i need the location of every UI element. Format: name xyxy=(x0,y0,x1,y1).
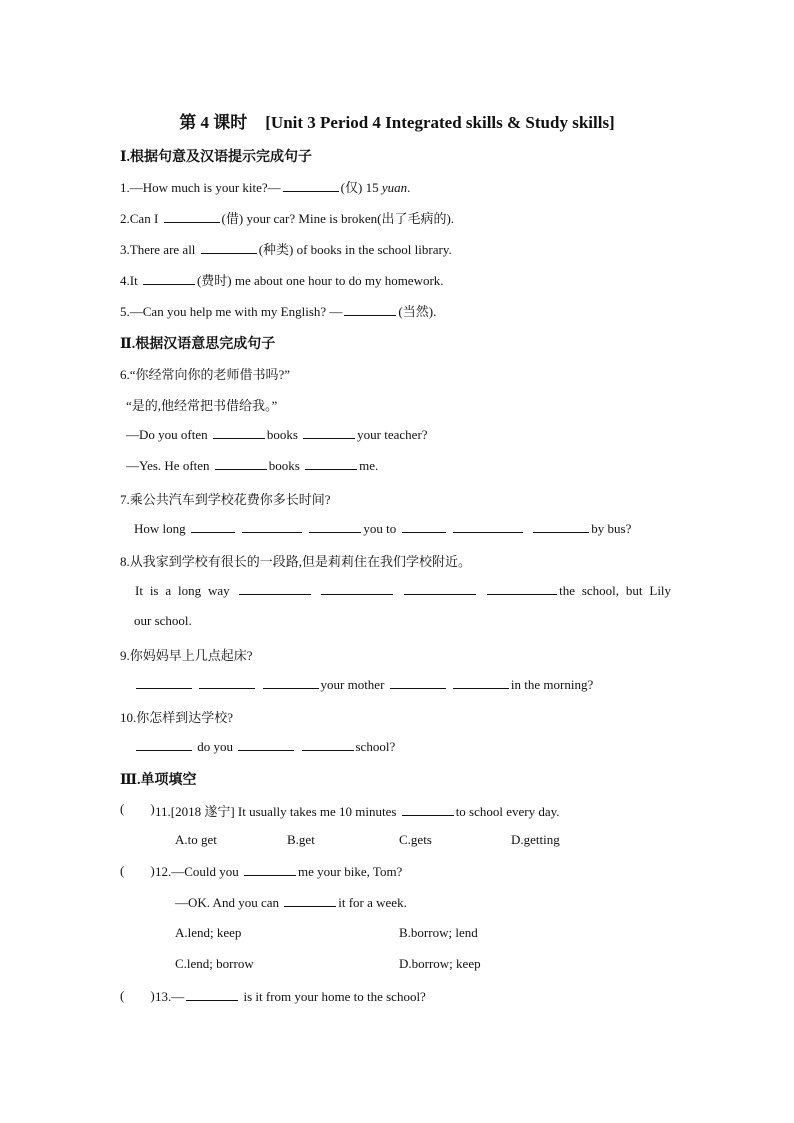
option-c[interactable]: C.lend; borrow xyxy=(175,956,254,971)
question-7-en: How long you to by bus? xyxy=(134,521,632,536)
answer-blank[interactable] xyxy=(404,582,476,595)
answer-paren-13[interactable]: ( ) xyxy=(120,988,155,1003)
question-10-en: do you school? xyxy=(134,738,395,755)
answer-blank[interactable] xyxy=(303,426,355,439)
answer-blank[interactable] xyxy=(143,272,195,285)
question-6-cn-1: 6.“你经常向你的老师借书吗?” xyxy=(120,367,291,382)
answer-blank[interactable] xyxy=(283,179,339,192)
question-8-en-line-1: It is a long way the school, but Lily xyxy=(135,583,672,598)
answer-blank[interactable] xyxy=(199,676,255,689)
question-1: 1.—How much is your kite?— (仅) 15 yuan. xyxy=(120,180,411,195)
option-d[interactable]: D.getting xyxy=(511,832,560,847)
option-c[interactable]: C.gets xyxy=(399,832,432,847)
answer-paren-11[interactable]: ( ) xyxy=(120,801,155,816)
answer-paren-12[interactable]: ( ) xyxy=(120,863,155,878)
answer-blank[interactable] xyxy=(533,520,589,533)
answer-blank[interactable] xyxy=(344,303,396,316)
answer-blank[interactable] xyxy=(305,457,357,470)
answer-blank[interactable] xyxy=(453,676,509,689)
question-6-cn-2: “是的,他经常把书借给我。” xyxy=(126,398,278,413)
answer-blank[interactable] xyxy=(321,582,393,595)
question-10-cn: 10.你怎样到达学校? xyxy=(120,710,234,725)
answer-blank[interactable] xyxy=(284,894,336,907)
answer-blank[interactable] xyxy=(390,676,446,689)
answer-blank[interactable] xyxy=(215,457,267,470)
answer-blank[interactable] xyxy=(136,676,192,689)
question-13: 13.— is it from your home to the school? xyxy=(155,989,426,1004)
answer-blank[interactable] xyxy=(136,738,192,751)
answer-blank[interactable] xyxy=(487,582,557,595)
answer-blank[interactable] xyxy=(402,803,454,816)
question-3: 3.There are all (种类) of books in the school library. xyxy=(120,242,452,257)
answer-blank[interactable] xyxy=(201,241,257,254)
question-5: 5.—Can you help me with my English? — (当然). xyxy=(120,304,437,319)
question-4: 4.It (费时) me about one hour to do my homework. xyxy=(120,273,444,288)
question-12: 12.—Could you me your bike, Tom? xyxy=(155,864,403,879)
question-12-reply: —OK. And you can it for a week. xyxy=(175,895,407,910)
answer-blank[interactable] xyxy=(302,738,354,751)
option-d[interactable]: D.borrow; keep xyxy=(399,956,481,971)
question-8-en-line-2: our school. xyxy=(134,613,192,628)
unit-label: [Unit 3 Period 4 Integrated skills & Study skills] xyxy=(265,113,615,132)
section-2-heading: Ⅱ.根据汉语意思完成句子 xyxy=(120,337,276,352)
question-8-cn: 8.从我家到学校有很长的一段路,但是莉莉住在我们学校附近。 xyxy=(120,554,472,569)
answer-blank[interactable] xyxy=(213,426,265,439)
question-7-cn: 7.乘公共汽车到学校花费你多长时间? xyxy=(120,492,331,507)
answer-blank[interactable] xyxy=(191,520,235,533)
question-11: 11.[2018 遂宁] It usually takes me 10 minutes to school every day. xyxy=(155,804,560,819)
answer-blank[interactable] xyxy=(453,520,523,533)
lesson-label: 第 4 课时 xyxy=(179,113,248,132)
option-a[interactable]: A.lend; keep xyxy=(175,925,242,940)
answer-blank[interactable] xyxy=(402,520,446,533)
option-a[interactable]: A.to get xyxy=(175,832,217,847)
answer-blank[interactable] xyxy=(238,738,294,751)
section-1-heading: Ⅰ.根据句意及汉语提示完成句子 xyxy=(120,150,313,165)
question-9-en: your mother in the morning? xyxy=(134,676,593,693)
answer-blank[interactable] xyxy=(239,582,311,595)
option-b[interactable]: B.borrow; lend xyxy=(399,925,478,940)
question-6-en-1: —Do you often books your teacher? xyxy=(126,427,428,442)
answer-blank[interactable] xyxy=(244,863,296,876)
question-2: 2.Can I (借) your car? Mine is broken(出了毛病的). xyxy=(120,211,455,226)
question-9-cn: 9.你妈妈早上几点起床? xyxy=(120,648,253,663)
answer-blank[interactable] xyxy=(164,210,220,223)
answer-blank[interactable] xyxy=(309,520,361,533)
answer-blank[interactable] xyxy=(242,520,302,533)
question-6-en-2: —Yes. He often books me. xyxy=(126,458,379,473)
page-title xyxy=(0,108,794,133)
answer-blank[interactable] xyxy=(263,676,319,689)
answer-blank[interactable] xyxy=(186,988,238,1001)
section-3-heading: Ⅲ.单项填空 xyxy=(120,773,197,788)
option-b[interactable]: B.get xyxy=(287,832,315,847)
